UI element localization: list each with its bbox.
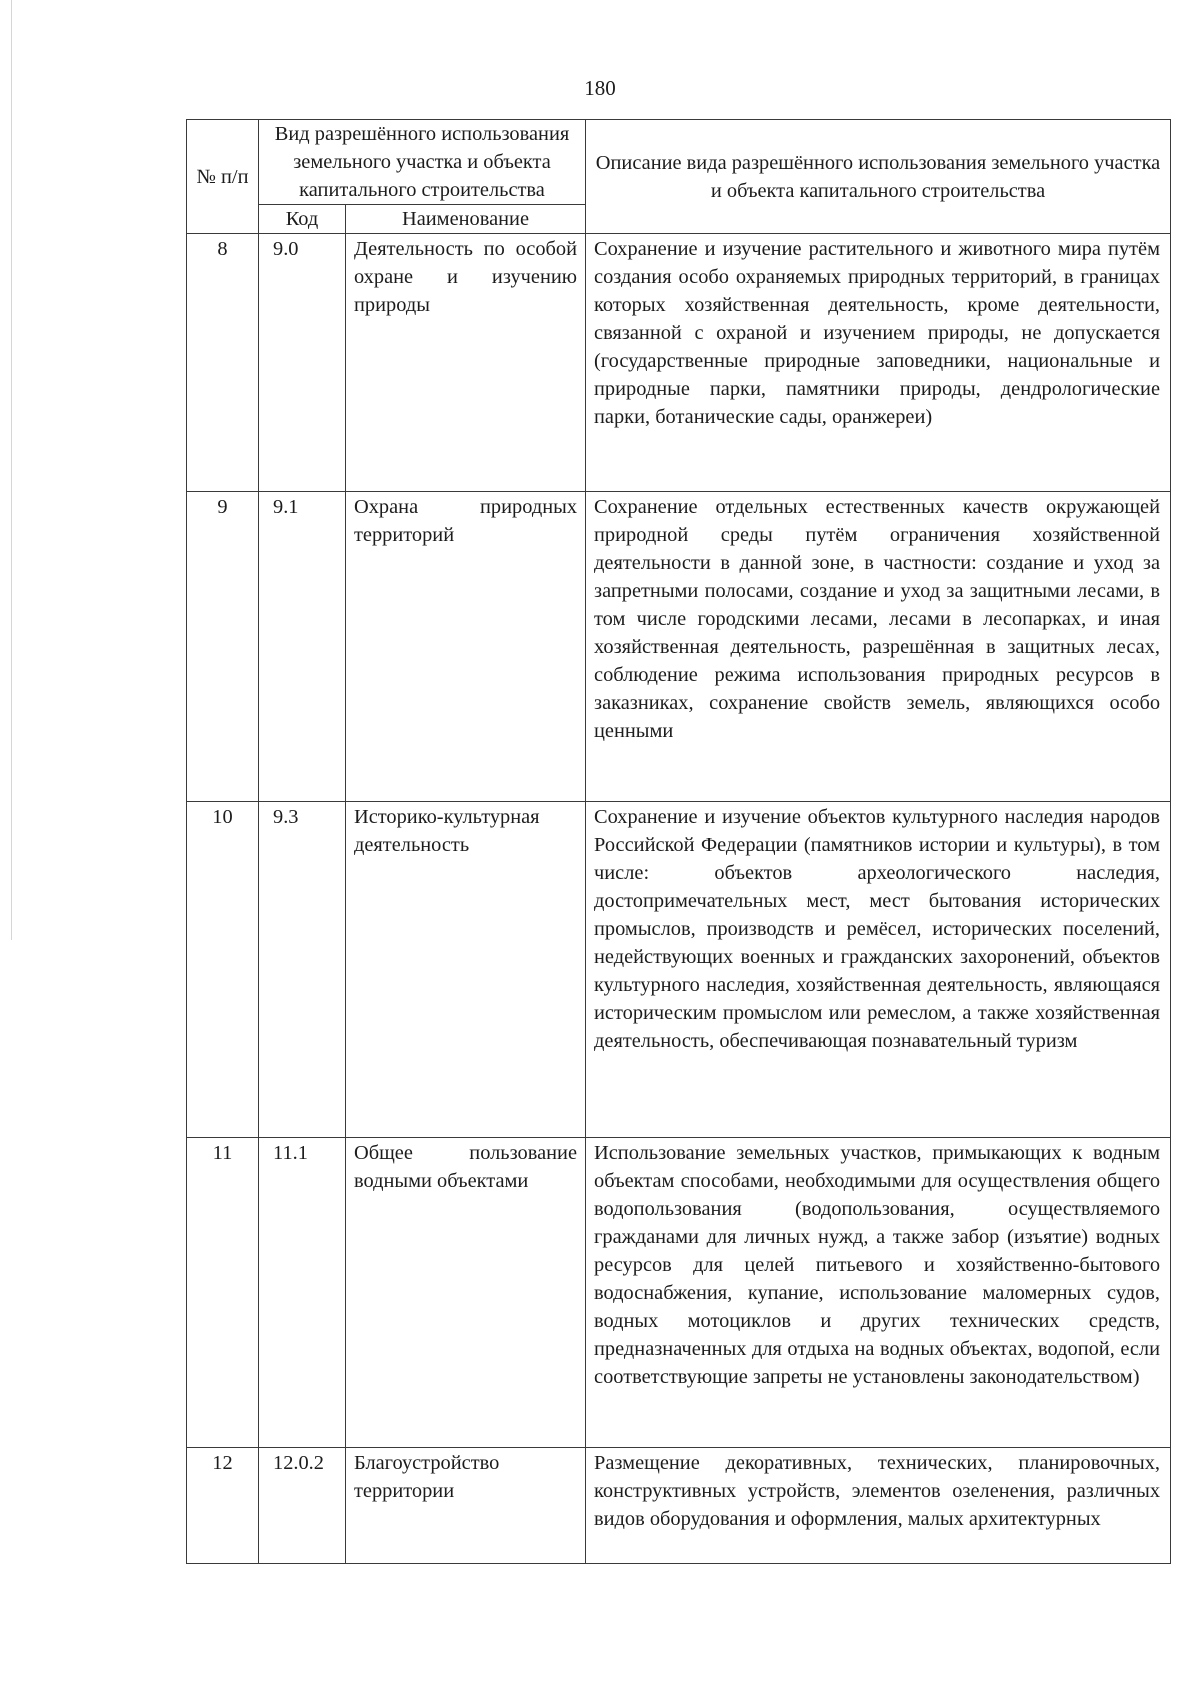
row-number: 12 (187, 1448, 259, 1564)
row-number: 11 (187, 1138, 259, 1448)
row-description: Сохранение отдельных естественных качеств окружающей природной среды путём ограничения хозяйственной деятельности в данной зоне, в частности: создание и уход за запретными полосами, создание и уход за защитными лесами, в том числе городскими лесами, лесами в лесопарках, и иная хозяйственная деятельность, разрешённая в защитных лесах, соблюдение режима использования природных ресурсов в заказниках, сохранение свойств земель, являющихся особо ценными (586, 492, 1171, 802)
row-name: Историко-культурная деятельность (346, 802, 586, 1138)
table-row (187, 802, 1171, 1138)
header-num: № п/п (187, 120, 259, 234)
header-code: Код (259, 205, 346, 234)
row-number: 10 (187, 802, 259, 1138)
row-number: 9 (187, 492, 259, 802)
row-description: Сохранение и изучение объектов культурного наследия народов Российской Федерации (памятников истории и культуры), в том числе: объектов археологического наследия, достопримечательных мест, мест бытования исторических промыслов, производств и ремёсел, исторических поселений, недействующих военных и гражданских захоронений, объектов культурного наследия, хозяйственная деятельность, являющаяся историческим промыслом или ремеслом, а также хозяйственная деятельность, обеспечивающая познавательный туризм (586, 802, 1171, 1138)
table-row (187, 492, 1171, 802)
scan-edge-mark (11, 0, 12, 940)
row-description: Размещение декоративных, технических, планировочных, конструктивных устройств, элементов озеленения, различных видов оборудования и оформления, малых архитектурных (586, 1448, 1171, 1564)
land-use-table (186, 119, 1171, 1564)
header-name: Наименование (346, 205, 586, 234)
table-row (187, 1138, 1171, 1448)
table-row (187, 1448, 1171, 1564)
row-code: 11.1 (259, 1138, 346, 1448)
page-number: 180 (584, 76, 616, 100)
table-header-row (187, 120, 1171, 205)
row-name: Общее пользование водными объектами (346, 1138, 586, 1448)
row-code: 9.0 (259, 234, 346, 492)
header-use-type: Вид разрешённого использования земельного участка и объекта капитального строительства (259, 120, 586, 205)
row-code: 12.0.2 (259, 1448, 346, 1564)
table-row (187, 234, 1171, 492)
row-description: Использование земельных участков, примыкающих к водным объектам способами, необходимыми для осуществления общего водопользования (водопользования, осуществляемого гражданами для личных нужд, а также забор (изъятие) водных ресурсов для целей питьевого и хозяйственно-бытового водоснабжения, купание, использование маломерных судов, водных мотоциклов и других технических средств, предназначенных для отдыха на водных объектах, водопой, если соответствующие запреты не установлены законодательством) (586, 1138, 1171, 1448)
row-number: 8 (187, 234, 259, 492)
row-name: Благоустройство территории (346, 1448, 586, 1564)
row-name: Охрана природных территорий (346, 492, 586, 802)
header-description: Описание вида разрешённого использования земельного участка и объекта капитального строительства (586, 120, 1171, 234)
row-code: 9.1 (259, 492, 346, 802)
row-name: Деятельность по особой охране и изучению природы (346, 234, 586, 492)
row-code: 9.3 (259, 802, 346, 1138)
row-description: Сохранение и изучение растительного и животного мира путём создания особо охраняемых природных территорий, в границах которых хозяйственная деятельность, кроме деятельности, связанной с охраной и изучением природы, не допускается (государственные природные заповедники, национальные и природные парки, памятники природы, дендрологические парки, ботанические сады, оранжереи) (586, 234, 1171, 492)
